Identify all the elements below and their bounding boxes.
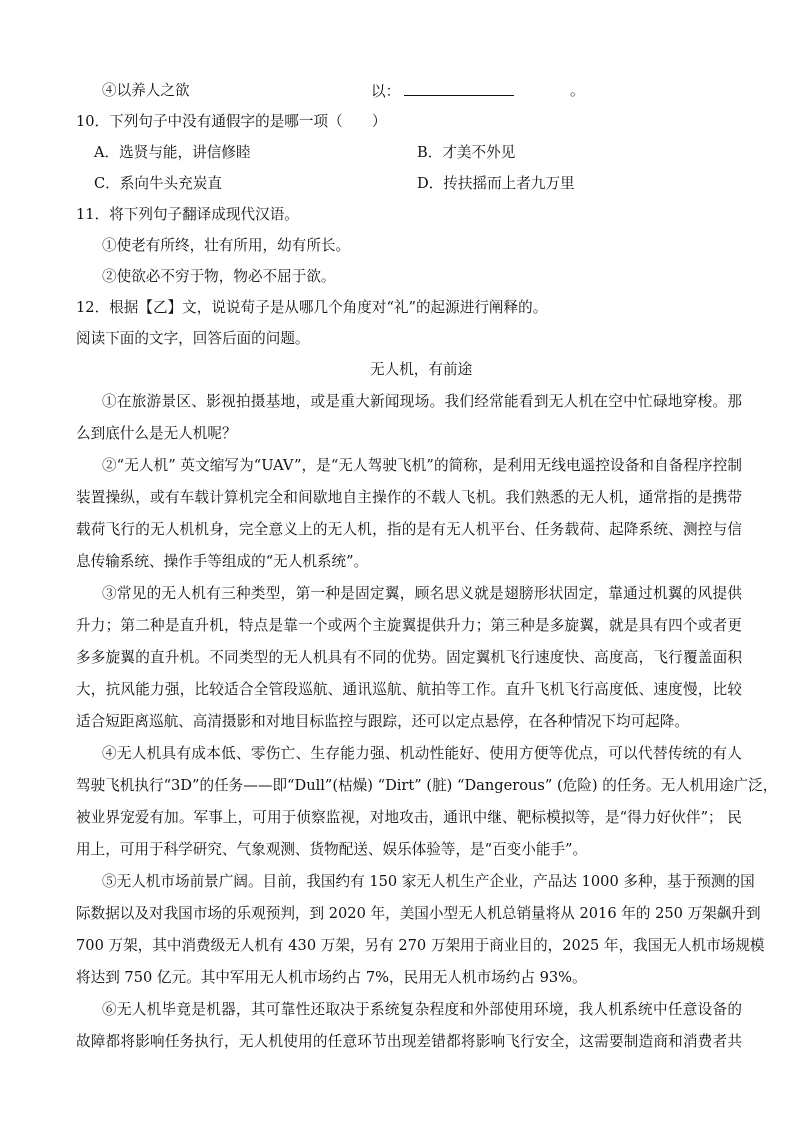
article-line: 装置操纵，或有车载计算机完全和间歇地自主操作的不载人飞机。我们熟悉的无人机，通常指的是携带: [76, 489, 742, 506]
answer-blank[interactable]: [404, 80, 514, 96]
article-line: 700 万架，其中消费级无人机有 430 万架，另有 270 万架用于商业目的，2025 年，我国无人机市场规模: [76, 937, 765, 954]
article-line: 适合短距离巡航、高清摄影和对地目标监控与跟踪，还可以定点悬停，在各种情况下均可起降。: [76, 713, 689, 730]
q11-stem: 11．将下列句子翻译成现代汉语。: [76, 206, 299, 223]
reading-instruction: 阅读下面的文字，回答后面的问题。: [76, 330, 310, 347]
article-line: 么到底什么是无人机呢？: [76, 425, 237, 442]
q10-option-a: A．选贤与能，讲信修睦: [94, 144, 251, 161]
q12-stem: 12．根据【乙】文，说说荀子是从哪几个角度对“礼”的起源进行阐释的。: [76, 299, 548, 316]
q9-item-4-answer: [371, 80, 518, 103]
article-line: 升力；第二种是直升机，特点是靠一个或两个主旋翼提供升力；第三种是多旋翼，就是具有四个或者更: [76, 617, 742, 634]
article-line: 际数据以及对我国市场的乐观预判，到 2020 年，美国小型无人机总销量将从 2016 年的 250 万架飙升到: [76, 905, 761, 922]
q9-item-4-label: 以：: [371, 83, 401, 100]
article-title: 无人机，有前途: [370, 361, 473, 378]
article-line: 多多旋翼的直升机。不同类型的无人机具有不同的优势。固定翼机飞行速度快、高度高，飞行覆盖面积: [76, 649, 742, 666]
q10-option-c: C．系向牛头充炭直: [94, 175, 222, 192]
q11-item-2: ②使欲必不穷于物，物必不屈于欲。: [102, 268, 336, 285]
article-line: 被业界宠爱有加。军事上，可用于侦察监视，对地攻击，通讯中继、靶标模拟等，是“得力好伙伴”； 民: [76, 809, 742, 826]
article-line: ⑥无人机毕竟是机器，其可靠性还取决于系统复杂程度和外部使用环境，我人机系统中任意设备的: [102, 1001, 742, 1018]
q10-option-b: B．才美不外见: [417, 144, 516, 161]
article-line: 驾驶飞机执行“3D”的任务——即“Dull”(枯燥) “Dirt” (脏) “Dangerous” (危险) 的任务。无人机用途广泛，: [76, 777, 778, 794]
q10-option-d: D．抟扶摇而上者九万里: [417, 175, 575, 192]
article-line: 载荷飞行的无人机机身，完全意义上的无人机，指的是有无人机平台、任务载荷、起降系统、测控与信: [76, 521, 742, 538]
article-line: ⑤无人机市场前景广阔。目前，我国约有 150 家无人机生产企业，产品达 1000 多种，基于预测的国: [102, 873, 755, 890]
article-line: ④无人机具有成本低、零伤亡、生存能力强、机动性能好、使用方便等优点，可以代替传统的有人: [102, 745, 742, 762]
article-line: ③常见的无人机有三种类型，第一种是固定翼，顾名思义就是翅膀形状固定，靠通过机翼的风提供: [102, 585, 742, 602]
q9-item-4-period: [570, 80, 585, 102]
q9-item-4-text: ④以养人之欲: [102, 82, 190, 99]
article-line: 故障都将影响任务执行，无人机使用的任意环节出现差错都将影响飞行安全，这需要制造商和消费者共: [76, 1033, 742, 1050]
q11-item-1: ①使老有所终，壮有所用，幼有所长。: [102, 237, 351, 254]
article-line: ②“无人机” 英文缩写为“UAV”，是“无人驾驶飞机”的简称，是利用无线电遥控设备和自备程序控制: [102, 457, 742, 474]
article-line: 用上，可用于科学研究、气象观测、货物配送、娱乐体验等，是“百变小能手”。: [76, 841, 588, 858]
article-line: 息传输系统、操作手等组成的“无人机系统”。: [76, 553, 369, 570]
q10-stem: 10．下列句子中没有通假字的是哪一项（ ）: [76, 113, 387, 130]
article-line: ①在旅游景区、影视拍摄基地，或是重大新闻现场。我们经常能看到无人机在空中忙碌地穿梭。那: [102, 393, 742, 410]
article-line: 大，抗风能力强，比较适合全管段巡航、通讯巡航、航拍等工作。直升飞机飞行高度低、速度慢，比较: [76, 681, 742, 698]
q9-item-4-tail: 。: [570, 82, 585, 99]
q9-item-4: [102, 80, 190, 102]
article-line: 将达到 750 亿元。其中军用无人机市场约占 7%，民用无人机市场约占 93%。: [76, 969, 587, 986]
